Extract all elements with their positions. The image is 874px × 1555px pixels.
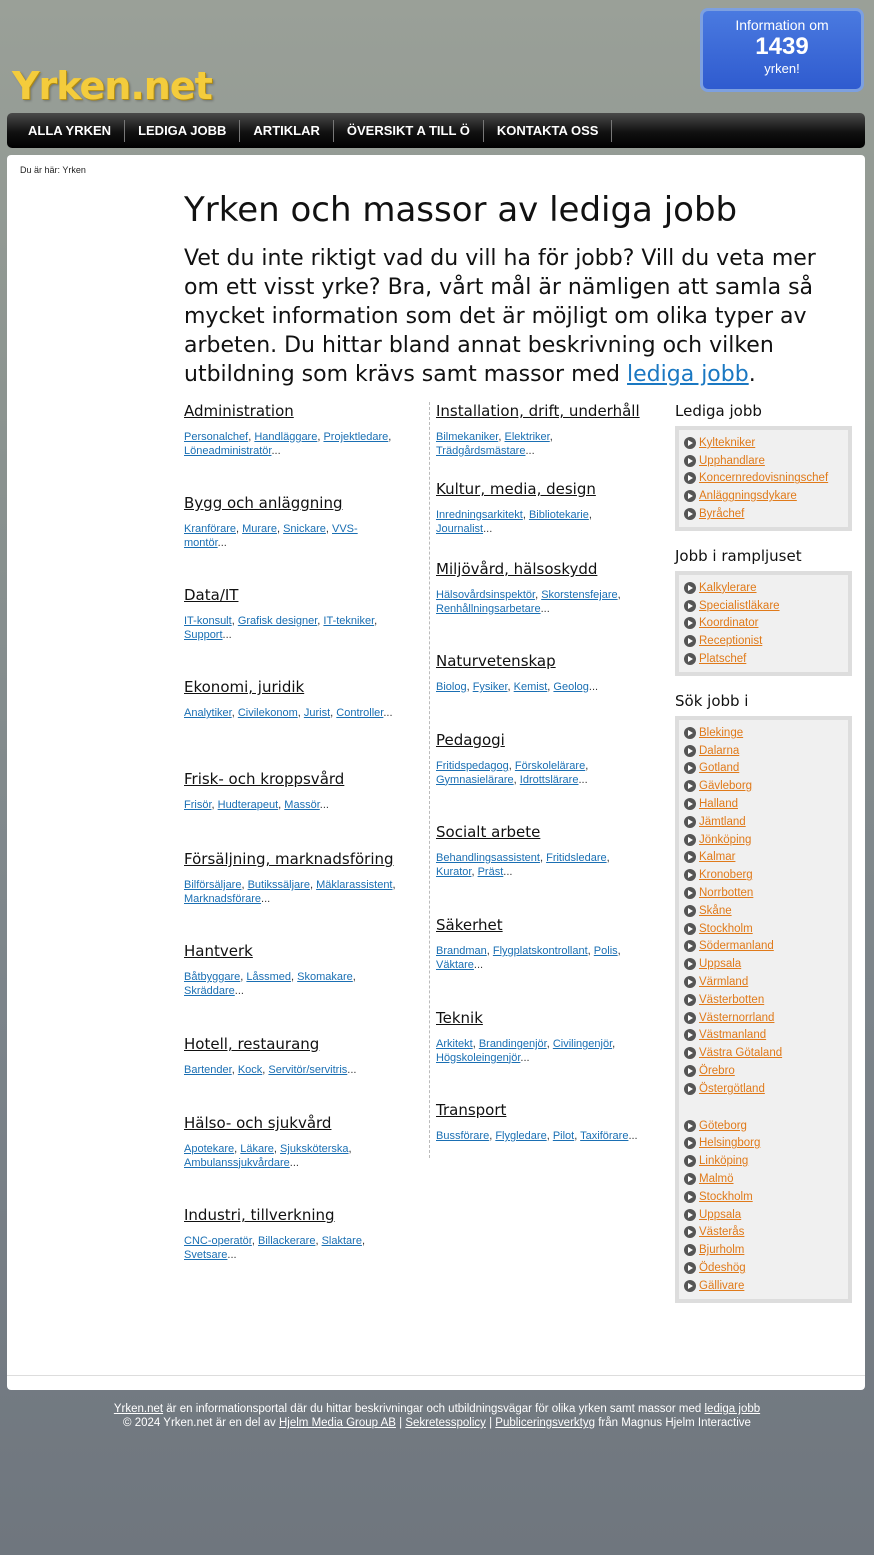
category-block [184,1114,399,1170]
category-job-links: Hälsovårdsinspektör, Skorstensfejare, Renhållningsarbetare... [436,589,621,615]
footer-publish-link[interactable]: Publiceringsverktyg [495,1417,595,1429]
job-link[interactable]: Fysiker [472,681,508,693]
arrow-bullet-icon [684,1137,696,1149]
sidebar-item [683,884,848,902]
intro-lediga-jobb-link[interactable]: lediga jobb [627,362,749,387]
job-link[interactable]: Elektriker [504,431,550,443]
job-link[interactable]: CNC-operatör [184,1235,252,1247]
footer-jobs-link[interactable]: lediga jobb [704,1403,761,1415]
job-link[interactable]: Inredningsarkitekt [436,509,523,521]
job-link[interactable]: Flygledare [495,1130,547,1142]
job-link[interactable]: Låssmed [246,971,292,983]
arrow-bullet-icon [684,816,696,828]
sidebar-item [683,777,848,795]
job-link[interactable]: Journalist [436,522,484,535]
category-job-links: Brandman, Flygplatskontrollant, Polis, Väktare... [436,945,621,971]
footer-copyright: © 2024 Yrken.net är en del av [123,1417,279,1429]
arrow-bullet-icon [684,1029,696,1041]
sidebar-link-stockholm[interactable]: Stockholm [699,922,753,935]
sidebar-link-skane[interactable]: Skåne [699,904,732,917]
sidebar-item [683,973,848,991]
category-block [436,916,651,972]
footer-line1 [0,1402,874,1416]
category-title-hantverk[interactable]: Hantverk [184,942,253,960]
sidebar-link-norrbotten[interactable]: Norrbotten [699,887,754,900]
job-link[interactable]: Idrottslärare [519,773,579,786]
sidebar-rampljus-title: Jobb i rampljuset [675,547,802,565]
footer-sep: | [395,1417,406,1429]
job-link[interactable]: Kemist [513,681,548,693]
job-link[interactable]: Hudterapeut [217,799,279,811]
arrow-bullet-icon [684,1262,696,1274]
category-job-links: IT-konsult, Grafisk designer, IT-tekniker, Support... [184,615,378,641]
list-spacer [683,1098,848,1117]
category-job-links: Kranförare, Murare, Snickare, VVS-montör... [184,523,358,549]
sidebar-link-stockholm[interactable]: Stockholm [699,1190,753,1203]
job-link[interactable]: Bibliotekarie [528,509,589,521]
category-title-bygg-och-anlaggning[interactable]: Bygg och anläggning [184,494,343,512]
nav-artiklar[interactable]: ARTIKLAR [240,120,333,142]
job-link[interactable]: Marknadsförare [184,892,262,905]
sidebar-item [683,795,848,813]
category-title-naturvetenskap[interactable]: Naturvetenskap [436,652,556,670]
job-link[interactable]: Skomakare [297,971,353,983]
arrow-bullet-icon [684,940,696,952]
job-link[interactable]: Massör [284,799,320,811]
sidebar-item [683,1009,848,1027]
job-link[interactable]: Behandlingsassistent [436,852,540,864]
category-block [184,850,399,906]
job-link[interactable]: Projektledare [323,431,389,443]
job-link[interactable]: Kock [237,1064,263,1076]
category-title-socialt-arbete[interactable]: Socialt arbete [436,823,541,841]
category-block [436,652,651,695]
job-link[interactable]: Handläggare [254,431,318,443]
job-link[interactable]: Bilmekaniker [436,431,499,443]
sidebar-rampljus [675,547,852,676]
intro-text [184,244,834,389]
sidebar-item [683,760,848,778]
arrow-bullet-icon [684,994,696,1006]
category-job-links: CNC-operatör, Billackerare, Slaktare, Svetsare... [184,1235,365,1261]
category-title-teknik[interactable]: Teknik [436,1009,483,1027]
job-link[interactable]: Högskoleingenjör [436,1051,521,1064]
lediga-list [675,426,852,531]
footer-line1-text: är en informationsportal där du hittar beskrivningar och utbildningsvägar för olika yrken samt massor med [163,1403,705,1415]
category-title-pedagogi[interactable]: Pedagogi [436,731,505,749]
arrow-bullet-icon [684,635,696,647]
arrow-bullet-icon [684,923,696,935]
job-link[interactable]: Personalchef [184,431,249,443]
sidebar-item [683,1080,848,1098]
sidebar-link-gavleborg[interactable]: Gävleborg [699,780,753,793]
sidebar-link-malmo[interactable]: Malmö [699,1173,734,1186]
arrow-bullet-icon [684,798,696,810]
category-block [184,494,399,550]
job-link[interactable]: VVS-montör [184,523,358,549]
sidebar-item [683,1277,848,1295]
category-job-links: Bilförsäljare, Butikssäljare, Mäklarassistent, Marknadsförare... [184,879,396,905]
sidebar-item [683,1027,848,1045]
arrow-bullet-icon [684,1120,696,1132]
category-job-links: Apotekare, Läkare, Sjuksköterska, Ambulanssjukvårdare... [184,1143,352,1169]
sidebar-item [683,866,848,884]
sidebar-link-odeshog[interactable]: Ödeshög [699,1262,746,1274]
sidebar-link-platschef[interactable]: Platschef [699,653,747,666]
job-link[interactable]: Mäklarassistent [316,879,393,891]
sidebar-link-linkoping[interactable]: Linköping [699,1155,749,1168]
footer-privacy-link[interactable]: Sekretesspolicy [405,1417,486,1429]
nav-oversikt[interactable]: ÖVERSIKT A TILL Ö [334,120,484,142]
category-block [436,731,651,787]
sidebar-link-koordinator[interactable]: Koordinator [699,617,759,630]
arrow-bullet-icon [684,617,696,629]
job-link[interactable]: Skorstensfejare [541,589,618,601]
arrow-bullet-icon [684,472,696,484]
job-link[interactable]: Billackerare [257,1235,316,1247]
arrow-bullet-icon [684,1173,696,1185]
job-link[interactable]: Hälsovårdsinspektör [436,589,536,601]
sidebar-lediga-title: Lediga jobb [675,402,762,420]
category-job-links: Bartender, Kock, Servitör/servitris... [184,1064,357,1076]
category-block [184,1035,399,1078]
sidebar-item [683,1170,848,1188]
category-job-links: Inredningsarkitekt, Bibliotekarie, Journalist... [436,509,592,535]
arrow-bullet-icon [684,1191,696,1203]
sidebar-item [683,487,848,505]
sidebar-link-helsingborg[interactable]: Helsingborg [699,1137,761,1150]
category-job-links: Behandlingsassistent, Fritidsledare, Kurator, Präst... [436,852,610,878]
job-link[interactable]: Flygplatskontrollant [492,945,588,957]
arrow-bullet-icon [684,727,696,739]
category-block [436,480,651,536]
job-link[interactable]: Bussförare [436,1130,490,1142]
job-link[interactable]: Kranförare [184,523,236,535]
arrow-bullet-icon [684,1083,696,1095]
arrow-bullet-icon [684,905,696,917]
category-title-installation-drift-underhall[interactable]: Installation, drift, underhåll [436,402,640,420]
intro-body: Vet du inte riktigt vad du vill ha för jobb? Vill du veta mer om ett visst yrke? Bra, vårt mål är nämligen att samla så mycket information som det är möjligt om olika typer av arbeten. Du hittar bland annat beskrivning och vilken utbildning som krävs samt massor med [184,246,816,387]
arrow-bullet-icon [684,1047,696,1059]
sidebar-item [683,632,848,650]
job-link[interactable]: Renhållningsarbetare [436,602,541,615]
job-link[interactable]: Servitör/servitris [268,1064,348,1076]
sidebar-link-byrachef[interactable]: Byråchef [699,508,745,521]
sidebar-sok [675,692,852,1303]
category-title-transport[interactable]: Transport [436,1101,507,1119]
sidebar-link-receptionist[interactable]: Receptionist [699,635,763,648]
job-link[interactable]: Löneadministratör [184,444,272,457]
job-link[interactable]: Arkitekt [436,1038,473,1050]
job-link[interactable]: Butikssäljare [247,879,310,891]
category-block [436,560,651,616]
arrow-bullet-icon [684,869,696,881]
job-link[interactable]: Båtbyggare [184,971,241,983]
job-link[interactable]: Ambulanssjukvårdare [184,1156,290,1169]
sidebar-link-gotland[interactable]: Gotland [699,762,740,775]
sidebar-link-jamtland[interactable]: Jämtland [699,815,746,828]
category-title-ekonomi-juridik[interactable]: Ekonomi, juridik [184,678,305,696]
sidebar-link-vasterbotten[interactable]: Västerbotten [699,993,765,1006]
sidebar-item [683,742,848,760]
category-title-frisk-och-kroppsvard[interactable]: Frisk- och kroppsvård [184,770,345,788]
sidebar-link-orebro[interactable]: Örebro [699,1065,735,1078]
sidebar-item [683,724,848,742]
sidebar-item [683,1188,848,1206]
sidebar-item [683,615,848,633]
category-title-data-it[interactable]: Data/IT [184,586,239,604]
job-link[interactable]: Fritidsledare [546,852,607,864]
category-block [184,586,399,642]
arrow-bullet-icon [684,490,696,502]
page-title: Yrken och massor av lediga jobb [184,190,738,230]
region-list [675,716,852,1303]
footer-line2 [0,1416,874,1430]
footer [0,1402,874,1430]
info-line2: yrken! [764,61,800,76]
footer-site-link[interactable]: Yrken.net [113,1403,164,1415]
sidebar-item [683,902,848,920]
category-job-links: Fritidspedagog, Förskolelärare, Gymnasielärare, Idrottslärare... [436,760,589,786]
sidebar-item [683,920,848,938]
main-nav [7,113,865,148]
breadcrumb: Du är här: Yrken [20,165,86,175]
sidebar-link-halland[interactable]: Halland [699,798,738,811]
sidebar-item [683,991,848,1009]
sidebar-item [683,505,848,523]
arrow-bullet-icon [684,437,696,449]
category-job-links: Bussförare, Flygledare, Pilot, Taxiförare... [436,1130,638,1142]
arrow-bullet-icon [684,976,696,988]
sidebar-item [683,1206,848,1224]
job-link[interactable]: Svetsare [184,1248,228,1261]
job-link[interactable]: Grafisk designer [237,615,318,627]
sidebar-link-specialistlakare[interactable]: Specialistläkare [699,599,780,612]
arrow-bullet-icon [684,762,696,774]
sidebar-item [683,813,848,831]
category-title-sakerhet[interactable]: Säkerhet [436,916,503,934]
sidebar-link-sodermanland[interactable]: Södermanland [699,940,774,953]
arrow-bullet-icon [684,582,696,594]
job-link[interactable]: Apotekare [184,1143,235,1155]
info-line1: Information om [735,17,829,33]
arrow-bullet-icon [684,1012,696,1024]
job-link[interactable]: Civilekonom [237,707,298,719]
rampljus-list [675,571,852,676]
job-link[interactable]: IT-tekniker [323,615,375,627]
category-job-links: Frisör, Hudterapeut, Massör... [184,799,329,811]
sidebar-link-goteborg[interactable]: Göteborg [699,1119,747,1132]
arrow-bullet-icon [684,600,696,612]
sidebar-item [683,1117,848,1135]
sidebar-item [683,955,848,973]
job-link[interactable]: Skräddare [184,984,235,997]
content-panel [7,155,865,1390]
job-link[interactable]: Brandman [436,945,487,957]
category-block [436,823,651,879]
job-link[interactable]: Geolog [553,681,589,693]
category-job-links: Båtbyggare, Låssmed, Skomakare, Skräddare... [184,971,356,997]
sidebar-item [683,597,848,615]
job-link[interactable]: Jurist [303,707,331,719]
category-block [184,770,399,813]
sidebar-item [683,1241,848,1259]
arrow-bullet-icon [684,1065,696,1077]
category-block [184,1206,399,1262]
footer-suffix: från Magnus Hjelm Interactive [595,1417,751,1429]
sidebar-link-kalmar[interactable]: Kalmar [699,851,736,864]
job-link[interactable]: Bartender [184,1064,232,1076]
category-title-hotell-restaurang[interactable]: Hotell, restaurang [184,1035,320,1053]
category-block [184,678,399,721]
category-block [436,1101,651,1144]
job-link[interactable]: Slaktare [321,1235,362,1247]
nav-kontakta[interactable]: KONTAKTA OSS [484,120,613,142]
job-link[interactable]: Biolog [436,681,467,693]
job-link[interactable]: Förskolelärare [514,760,586,772]
job-link[interactable]: Pilot [552,1130,575,1142]
sidebar-link-ostergotland[interactable]: Östergötland [699,1082,765,1095]
category-title-kultur-media-design[interactable]: Kultur, media, design [436,480,596,498]
job-link[interactable]: Gymnasielärare [436,773,514,786]
arrow-bullet-icon [684,1280,696,1292]
job-link[interactable]: Fritidspedagog [436,760,509,772]
category-job-links: Arkitekt, Brandingenjör, Civilingenjör, Högskoleingenjör... [436,1038,616,1064]
nav-alla-yrken[interactable]: ALLA YRKEN [15,120,125,142]
job-link[interactable]: Präst [477,865,504,878]
job-link[interactable]: Support [184,628,223,641]
sidebar-item [683,1135,848,1153]
job-link[interactable]: Bilförsäljare [184,879,242,891]
sidebar-sok-title: Sök jobb i [675,692,749,710]
sidebar-item [683,434,848,452]
job-link[interactable]: Trädgårdsmästare [436,444,526,457]
info-count: 1439 [755,33,809,60]
job-link[interactable]: Analytiker [184,707,232,719]
sidebar-link-vasteras[interactable]: Västerås [699,1226,745,1239]
sidebar-link-uppsala[interactable]: Uppsala [699,958,742,971]
arrow-bullet-icon [684,834,696,846]
nav-lediga-jobb[interactable]: LEDIGA JOBB [125,120,240,142]
sidebar-item [683,1062,848,1080]
category-title-forsaljning-marknadsforing[interactable]: Försäljning, marknadsföring [184,850,394,868]
category-title-administration[interactable]: Administration [184,402,294,420]
arrow-bullet-icon [684,1244,696,1256]
sidebar-item [683,1044,848,1062]
category-job-links: Bilmekaniker, Elektriker, Trädgårdsmästare... [436,431,553,457]
arrow-bullet-icon [684,455,696,467]
arrow-bullet-icon [684,653,696,665]
sidebar-item [683,470,848,488]
category-title-industri-tillverkning[interactable]: Industri, tillverkning [184,1206,335,1224]
job-link[interactable]: Polis [593,945,618,957]
category-block [184,402,399,458]
arrow-bullet-icon [684,1155,696,1167]
sidebar-item [683,452,848,470]
sidebar-item [683,1259,848,1277]
arrow-bullet-icon [684,508,696,520]
sidebar-link-blekinge[interactable]: Blekinge [699,726,744,739]
job-link[interactable]: Controller [336,707,384,719]
sidebar-item [683,579,848,597]
sidebar-item [683,938,848,956]
sidebar-link-kyltekniker[interactable]: Kyltekniker [699,436,756,449]
arrow-bullet-icon [684,887,696,899]
category-block [184,942,399,998]
job-link[interactable]: Frisör [184,799,212,811]
sidebar-link-bjurholm[interactable]: Bjurholm [699,1244,745,1257]
sidebar-link-kronoberg[interactable]: Kronoberg [699,869,753,882]
sidebar-link-dalarna[interactable]: Dalarna [699,744,740,757]
sidebar-link-upphandlare[interactable]: Upphandlare [699,454,765,467]
sidebar-item [683,1224,848,1242]
info-badge [700,8,864,92]
job-link[interactable]: Taxiförare [580,1130,629,1142]
job-link[interactable]: Murare [242,523,277,535]
job-link[interactable]: Kurator [436,865,472,878]
sidebar-link-vastra-gotaland[interactable]: Västra Götaland [699,1047,783,1060]
sidebar-item [683,1152,848,1170]
job-link[interactable]: Sjuksköterska [280,1143,349,1155]
job-link[interactable]: Civilingenjör [552,1038,613,1050]
category-title-miljovard-halsoskydd[interactable]: Miljövård, hälsoskydd [436,560,598,578]
sidebar-link-varmland[interactable]: Värmland [699,976,749,989]
category-job-links: Analytiker, Civilekonom, Jurist, Controller... [184,707,393,719]
job-link[interactable]: IT-konsult [184,615,232,627]
footer-hjelm-link[interactable]: Hjelm Media Group AB [278,1417,396,1429]
arrow-bullet-icon [684,1226,696,1238]
category-job-links: Personalchef, Handläggare, Projektledare, Löneadministratör... [184,431,392,457]
sidebar-link-gallivare[interactable]: Gällivare [699,1279,745,1292]
sidebar-link-uppsala[interactable]: Uppsala [699,1208,742,1221]
arrow-bullet-icon [684,745,696,757]
sidebar-link-koncernredovisningschef[interactable]: Koncernredovisningschef [699,472,829,485]
arrow-bullet-icon [684,851,696,863]
sidebar-lediga [675,402,852,531]
category-title-halso-och-sjukvard[interactable]: Hälso- och sjukvård [184,1114,332,1132]
job-link[interactable]: Snickare [283,523,326,535]
sidebar-link-jonkoping[interactable]: Jönköping [699,833,752,846]
intro-end: . [748,362,756,387]
category-block [436,1009,651,1065]
sidebar-item [683,831,848,849]
panel-divider [7,1375,865,1376]
footer-sep: | [485,1417,496,1429]
category-job-links: Biolog, Fysiker, Kemist, Geolog... [436,681,599,693]
arrow-bullet-icon [684,958,696,970]
sidebar-link-kalkylerare[interactable]: Kalkylerare [699,581,757,594]
job-link[interactable]: Läkare [240,1143,274,1155]
sidebar-item [683,849,848,867]
job-link[interactable]: Brandingenjör [478,1038,547,1050]
arrow-bullet-icon [684,780,696,792]
arrow-bullet-icon [684,1209,696,1221]
sidebar-item [683,650,848,668]
sidebar-link-vastmanland[interactable]: Västmanland [699,1029,767,1042]
sidebar-link-vasternorrland[interactable]: Västernorrland [699,1011,775,1024]
sidebar-link-anlaggningsdykare[interactable]: Anläggningsdykare [699,490,797,503]
site-logo[interactable]: Yrken.net [12,64,212,108]
column-divider [429,402,430,1158]
job-link[interactable]: Väktare [436,958,474,971]
category-block [436,402,651,458]
